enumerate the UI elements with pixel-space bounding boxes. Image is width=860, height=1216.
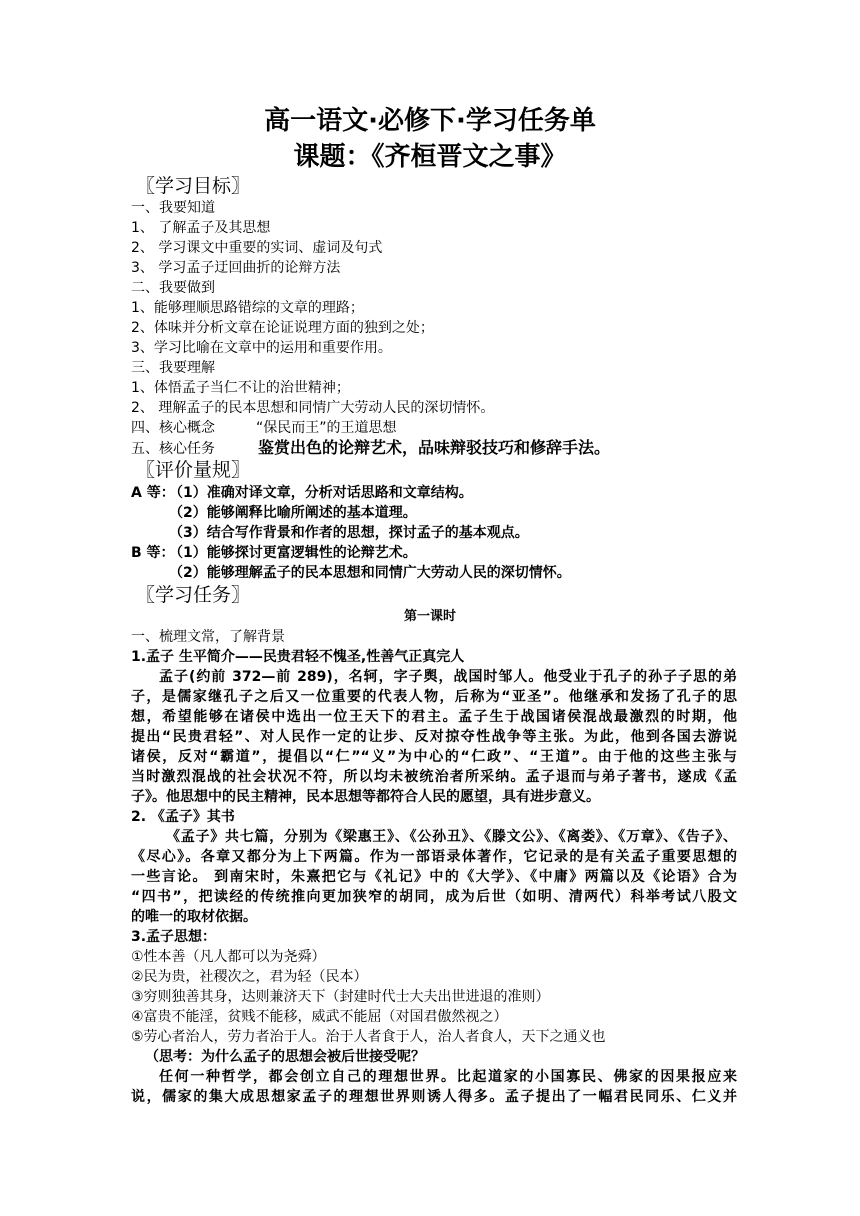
- do-item: 2、体味并分析文章在论证说理方面的独到之处；: [131, 320, 434, 336]
- do-item: 3、学习比喻在文章中的运用和重要作用。: [131, 340, 392, 356]
- understand-item: 2、 理解孟子的民本思想和同情广大劳动人民的深切情怀。: [131, 400, 495, 416]
- bio-line: 想，希望能够在诸侯中选出一位王天下的君主。孟子生于战国诸侯混战最激烈的时期，他: [131, 709, 737, 725]
- understand-heading: 三、我要理解: [131, 360, 215, 376]
- mencius-bio-title: 1.孟子 生平简介——民贵君轻不愧圣,性善气正真完人: [131, 649, 465, 665]
- closing-line: 任何一种哲学，都会创立自己的理想世界。比起道家的小国寡民、佛家的因果报应来: [159, 1069, 737, 1085]
- understand-item: 1、体悟孟子当仁不让的治世精神；: [131, 380, 350, 396]
- part1-heading: 一、梳理文常，了解背景: [131, 629, 285, 645]
- thought-item: ①性本善（凡人都可以为尧舜）: [131, 949, 326, 965]
- core-concept-value: “保民而王”的王道思想: [256, 420, 397, 436]
- closing-line: 说，儒家的集大成思想家孟子的理想世界则诱人得多。孟子提出了一幅君民同乐、仁义并: [131, 1089, 737, 1105]
- do-item: 1、能够理顺思路错综的文章的理路；: [131, 300, 364, 316]
- tasks-heading: 〖学习任务〗: [136, 584, 251, 606]
- rubric-a-item: （2）能够阐释比喻所阐述的基本道理。: [169, 505, 417, 521]
- goals-heading: 〖学习目标〗: [136, 175, 251, 197]
- know-item: 3、 学习孟子迂回曲折的论辩方法: [131, 260, 341, 276]
- bio-line: 孟子(约前 372—前 289)，名轲，字子舆，战国时邹人。他受业于孔子的孙子子思的弟: [159, 669, 737, 685]
- know-item: 1、 了解孟子及其思想: [131, 220, 271, 236]
- lesson-subject: 课题：《齐桓晋文之事》: [293, 142, 567, 172]
- bio-line: 提出“民贵君轻”、对人民作一定的让步、反对掠夺性战争等主张。为此，他到各国去游说: [131, 729, 737, 745]
- bio-line: 诸侯，反对“霸道”，提倡以“仁”“义”为中心的“仁政”、“王道”。由于他的这些主张与: [131, 749, 737, 765]
- know-item: 2、 学习课文中重要的实词、虚词及句式: [131, 240, 383, 256]
- thought-item: ③穷则独善其身，达则兼济天下（封建时代士大夫出世进退的准则）: [131, 989, 550, 1005]
- core-concept-label: 四、核心概念: [131, 420, 215, 436]
- bio-line: 子》。他思想中的民主精神，民本思想等都符合人民的愿望，具有进步意义。: [131, 789, 600, 805]
- rubric-b-label: B 等：: [131, 545, 175, 561]
- know-heading: 一、我要知道: [131, 200, 215, 216]
- thought-item: ⑤劳心者治人，劳力者治于人。治于人者食于人，治人者食人，天下之通义也: [131, 1029, 606, 1045]
- rubric-a-label: A 等：: [131, 485, 175, 501]
- do-heading: 二、我要做到: [131, 280, 215, 296]
- rubric-b-item: （1）能够探讨更富逻辑性的论辩艺术。: [169, 545, 417, 561]
- book-line: 《孟子》共七篇，分别为《梁惠王》、《公孙丑》、《滕文公》、《离娄》、《万章》、《告子》、: [166, 829, 737, 845]
- lesson-number: 第一课时: [403, 609, 456, 624]
- thinking-question: （思考：为什么孟子的思想会被后世接受呢？: [145, 1049, 425, 1065]
- rubric-a-item: （3）结合写作背景和作者的思想，探讨孟子的基本观点。: [169, 525, 529, 541]
- book-line: 一些言论。 到南宋时，朱熹把它与《礼记》中的《大学》、《中庸》两篇以及《论语》合为: [131, 869, 737, 885]
- core-task-value: 鉴赏出色的论辩艺术，品味辩驳技巧和修辞手法。: [258, 438, 611, 457]
- thought-item: ④富贵不能淫，贫贱不能移，威武不能屈（对国君傲然视之）: [131, 1009, 508, 1025]
- thought-item: ②民为贵，社稷次之，君为轻（民本）: [131, 969, 368, 985]
- rubric-a-item: （1）准确对译文章，分析对话思路和文章结构。: [169, 485, 473, 501]
- bio-line: 当时激烈混战的社会状况不符，所以均未被统治者所采纳。孟子退而与弟子著书，遂成《孟: [131, 769, 737, 785]
- book-title: 2. 《孟子》其书: [131, 809, 235, 825]
- rubric-heading: 〖评价量规〗: [136, 459, 251, 481]
- core-task-label: 五、核心任务: [131, 441, 215, 457]
- book-line: 的唯一的取材依据。: [131, 909, 257, 925]
- thoughts-title: 3.孟子思想：: [131, 929, 217, 945]
- book-line: 《尽心》。各章又都分为上下两篇。作为一部语录体著作，它记录的是有关孟子重要思想的: [131, 849, 737, 865]
- bio-line: 子，是儒家继孔子之后又一位重要的代表人物，后称为“亚圣”。他继承和发扬了孔子的思: [131, 689, 737, 705]
- book-line: “四书”，把读经的传统推向更加狭窄的胡同，成为后世（如明、清两代）科举考试八股文: [131, 889, 737, 905]
- rubric-b-item: （2）能够理解孟子的民本思想和同情广大劳动人民的深切情怀。: [169, 565, 571, 581]
- document-title: 高一语文·必修下·学习任务单: [264, 106, 596, 136]
